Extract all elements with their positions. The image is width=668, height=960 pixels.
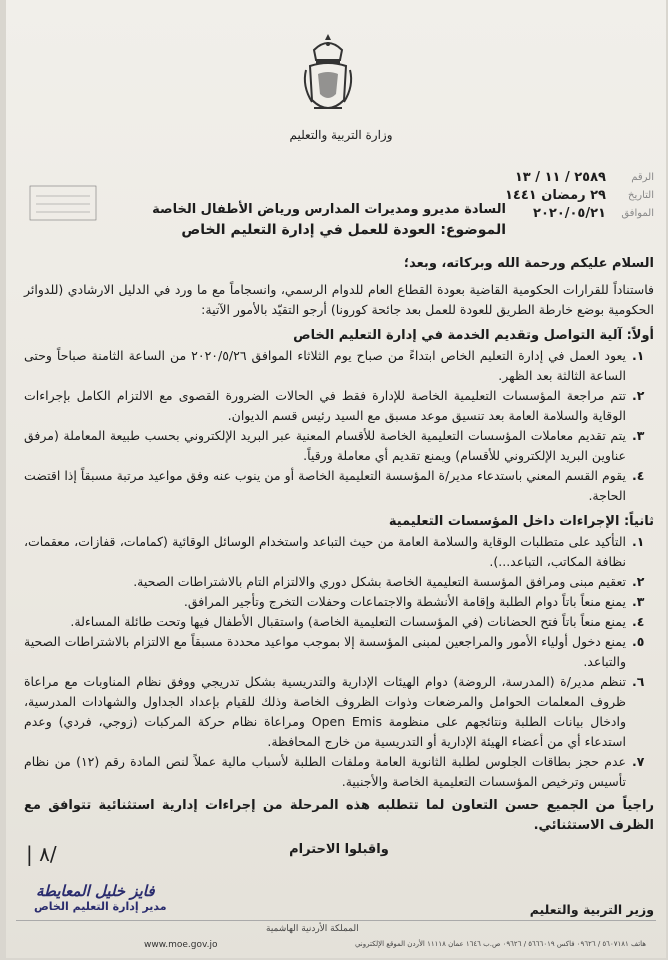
crown-emblem-icon [300, 30, 356, 120]
footer-divider [16, 920, 656, 921]
item-number: ٢. [632, 574, 645, 589]
recipient: السادة مديرو ومديرات المدارس ورياض الأطفال الخاصة [152, 202, 506, 217]
footer-website: www.moe.gov.jo [144, 940, 218, 950]
ref-hijri-date: ٢٩ رمضان ١٤٤١ [505, 187, 606, 203]
received-stamp [28, 184, 98, 222]
section1-title: أولاً: آلية التواصل وتقديم الخدمة في إدارة التعليم الخاص [293, 328, 654, 343]
letter-body [24, 254, 654, 920]
section2-item [24, 672, 654, 752]
signature-name: فايز خليل المعايطة [36, 882, 155, 900]
item-number: ١. [632, 348, 645, 363]
letter-page [6, 0, 666, 958]
section1-item [24, 426, 654, 466]
section2-title: ثانياً: الإجراءات داخل المؤسسات التعليمية [388, 514, 654, 529]
ministry-name: وزارة التربية والتعليم [289, 128, 393, 142]
section2-list [24, 532, 654, 792]
footer-country: المملكة الأردنية الهاشمية [266, 924, 359, 934]
section2-item [24, 572, 654, 592]
footer-address: هاتف ٥٦٠٧١٨١ / ٠٩٦٢٦ فاكس ٥٦٦٦٠١٩ / ٠٩٦٢٦ ص.ب ١٦٤٦ عمان ١١١١٨ الأردن الموقع الإلكتروني [354, 940, 646, 948]
section1-item [24, 466, 654, 506]
item-text: تعقيم مبنى ومرافق المؤسسة التعليمية الخاصة بشكل دوري والالتزام التام بالاشتراطات الصحية. [133, 574, 626, 589]
ref-date-label: التاريخ [628, 189, 654, 201]
item-text: تنظم مدير/ة (المدرسة، الروضة) دوام الهيئات الإدارية والتدريسية بشكل تدريجي ووفق نظام المناوبات مع مراعاة ظروف المعلمات الحوامل والمرضعات وذوات الظروف الخاصة وذلك للقيام بإعداد الجداول والشهادات المدرسية، وادخال بيانات الطلبة ونتائجهم على منظومة Open Emis ومراعاة نظام حركة المركبات (زوجي، فردي) وعدم استدعاء أي من أعضاء الهيئة الإدارية أو التدريسية من خارج المحافظة. [24, 674, 626, 749]
ref-gregorian-date: ٢٠٢٠/٠٥/٢١ [533, 205, 606, 221]
item-number: ٥. [632, 634, 645, 649]
closing-request: راجياً من الجميع حسن التعاون لما تتطلبه هذه المرحلة من إجراءات إدارية استثنائية تتوافق مع الظرف الاستثنائي. [24, 798, 654, 833]
section2-item [24, 632, 654, 672]
ref-number: ٢٥٨٩ / ١١ / ١٣ [514, 169, 606, 185]
item-text: يقوم القسم المعني باستدعاء مدير/ة المؤسسة التعليمية الخاصة أو من ينوب عنه وفق مواعيد مرتبة مسبقاً إذا اقتضت الحاجة. [24, 468, 626, 503]
ref-number-label: الرقم [631, 171, 654, 183]
item-text: يعود العمل في إدارة التعليم الخاص ابتداءً من صباح يوم الثلاثاء الموافق ٢٠٢٠/٥/٢٦ من الساعة الثامنة صباحاً وحتى الساعة الثالثة بعد الظهر. [24, 348, 626, 383]
section2-item [24, 592, 654, 612]
item-text: تتم مراجعة المؤسسات التعليمية الخاصة للإدارة فقط في الحالات الضرورة القصوى مع الالتزام الكامل بإجراءات الوقاية والسلامة العامة بعد تنسيق موعد مسبق مع السيد رئيس قسم الديوان. [24, 388, 626, 423]
section2-item [24, 532, 654, 572]
item-text: يمنع منعاً باتاً دوام الطلبة وإقامة الأنشطة والاجتماعات وحفلات التخرج وتأجير المرافق. [183, 594, 626, 609]
item-number: ٣. [632, 594, 645, 609]
greeting: السلام عليكم ورحمة الله وبركاته، وبعد؛ [403, 256, 654, 271]
item-number: ١. [632, 534, 645, 549]
section1-item [24, 346, 654, 386]
section2-item [24, 612, 654, 632]
item-number: ٢. [632, 388, 645, 403]
intro-paragraph: فاستناداً للقرارات الحكومية القاضية بعودة القطاع العام للدوام الرسمي، وانسجاماً مع ما ورد في الدليل الارشادي (للدوائر الحكومية بوضع خارطة الطريق للعودة للعمل بعد جائحة كورونا) أرجو التقيّد بالأمور الآتية: [24, 282, 654, 317]
item-number: ٦. [632, 674, 645, 689]
item-text: يتم تقديم معاملات المؤسسات التعليمية الخاصة للأقسام المعنية عبر البريد الإلكتروني بحسب طبيعة المعاملة (مرفق عناوين البريد الإلكتروني للأقسام) ويمنع تقديم أي معاملة ورقياً. [24, 428, 626, 463]
item-text: يمنع منعاً باتاً فتح الحضانات (في المؤسسات التعليمية الخاصة) واستقبال الأطفال فيها وتحت طائلة المساءلة. [70, 614, 626, 629]
item-number: ٤. [632, 614, 645, 629]
item-number: ٣. [632, 428, 645, 443]
item-text: عدم حجز بطاقات الجلوس لطلبة الثانوية العامة وملفات الطلبة لأسباب مالية عملاً لنص المادة رقم (١٢) من نظام تأسيس وترخيص المؤسسات التعليمية الخاصة والأجنبية. [24, 754, 626, 789]
signature-title: مدير إدارة التعليم الخاص [34, 900, 167, 913]
handwritten-mark: /٨ | [26, 842, 57, 866]
ref-gregorian-label: الموافق [621, 207, 654, 219]
section2-item [24, 752, 654, 792]
section1-item [24, 386, 654, 426]
item-number: ٧. [632, 754, 645, 769]
section1-list [24, 346, 654, 506]
item-text: يمنع دخول أولياء الأمور والمراجعين لمبنى المؤسسة إلا بموجب مواعيد محددة مسبقاً مع الالتزام بالاشتراطات الصحية والتباعد. [24, 634, 626, 669]
subject-line: الموضوع: العودة للعمل في إدارة التعليم الخاص [181, 222, 506, 238]
item-number: ٤. [632, 468, 645, 483]
signatory-line: وزير التربية والتعليم [529, 902, 654, 917]
regards: واقبلوا الاحترام [289, 842, 389, 857]
item-text: التأكيد على متطلبات الوقاية والسلامة العامة من حيث التباعد واستخدام الوسائل الوقائية (كمامات، قفازات، معقمات، نظافة المكاتب، التباعد...). [24, 534, 626, 569]
